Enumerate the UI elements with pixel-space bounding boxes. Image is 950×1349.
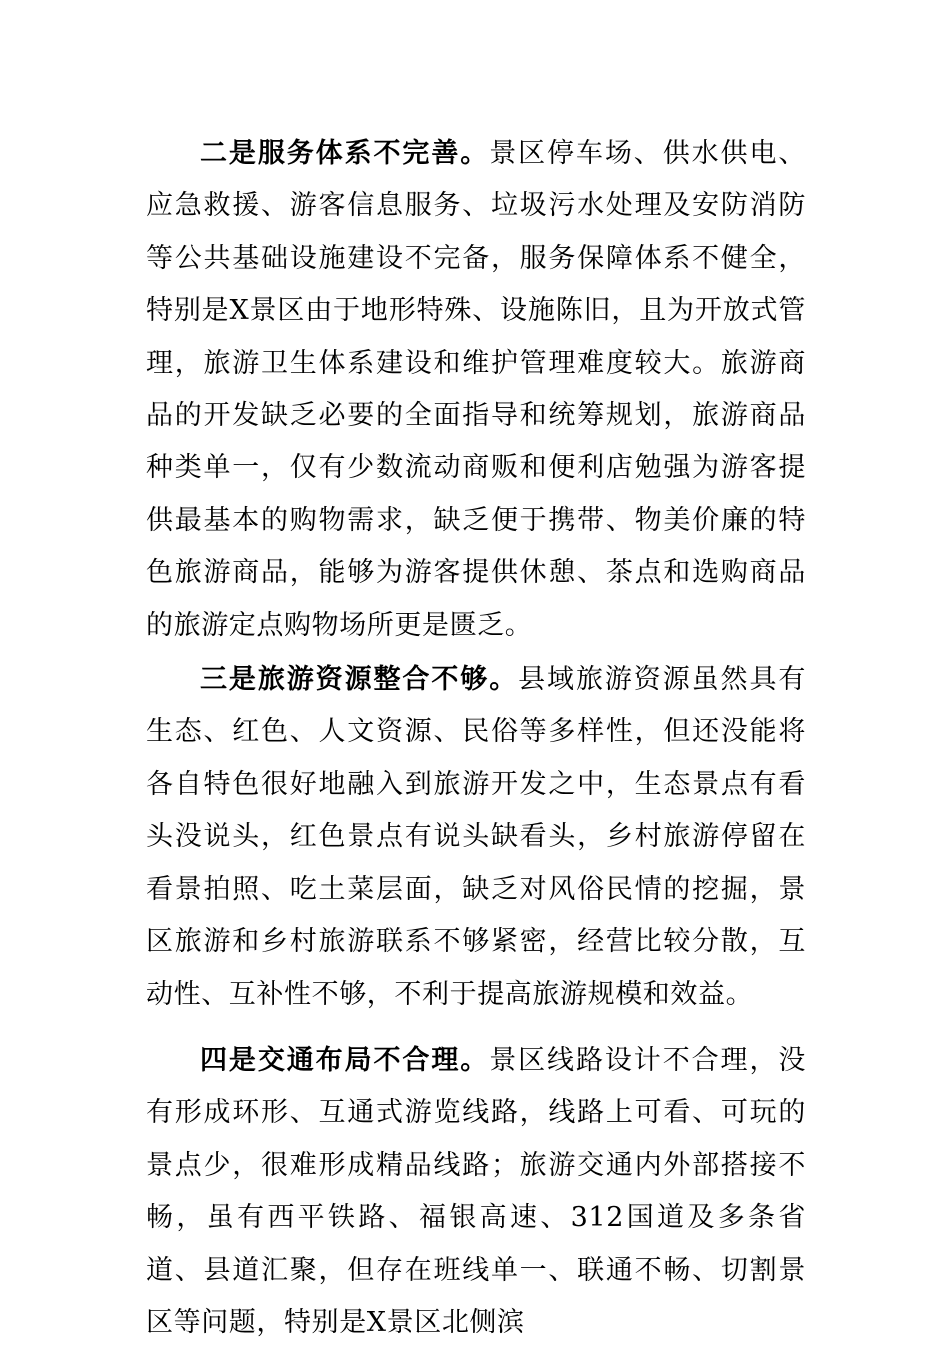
paragraph-resource-integration [146, 654, 806, 1021]
paragraph-text: 景区线路设计不合理，没有形成环形、互通式游览线路，线路上可看、可玩的景点少，很难形成精品线路；旅游交通内外部搭接不畅，虽有西平铁路、福银高速、312国道及多条省道、县道汇聚，但存在班线单一、联通不畅、切割景区等问题，特别是X景区北侧滨 [146, 1044, 806, 1338]
paragraph-text: 县域旅游资源虽然具有生态、红色、人文资源、民俗等多样性，但还没能将各自特色很好地融入到旅游开发之中，生态景点有看头没说头，红色景点有说头缺看头，乡村旅游停留在看景拍照、吃土菜层面，缺乏对风俗民情的挖掘，景区旅游和乡村旅游联系不够紧密，经营比较分散，互动性、互补性不够，不利于提高旅游规模和效益。 [146, 664, 807, 1010]
paragraph-heading: 二是服务体系不完善。 [200, 138, 490, 169]
paragraph-heading: 三是旅游资源整合不够。 [200, 664, 519, 696]
paragraph-traffic-layout [146, 1035, 806, 1349]
document-body [146, 128, 806, 1349]
paragraph-text: 景区停车场、供水供电、应急救援、游客信息服务、垃圾污水处理及安防消防等公共基础设施建设不完备，服务保障体系不健全，特别是X景区由于地形特殊、设施陈旧，且为开放式管理，旅游卫生体系建设和维护管理难度较大。旅游商品的开发缺乏必要的全面指导和统筹规划，旅游商品种类单一，仅有少数流动商贩和便利店勉强为游客提供最基本的购物需求，缺乏便于携带、物美价廉的特色旅游商品，能够为游客提供休憩、茶点和选购商品的旅游定点购物场所更是匮乏。 [146, 138, 806, 641]
paragraph-service-system [146, 128, 806, 652]
paragraph-heading: 四是交通布局不合理。 [200, 1044, 490, 1076]
